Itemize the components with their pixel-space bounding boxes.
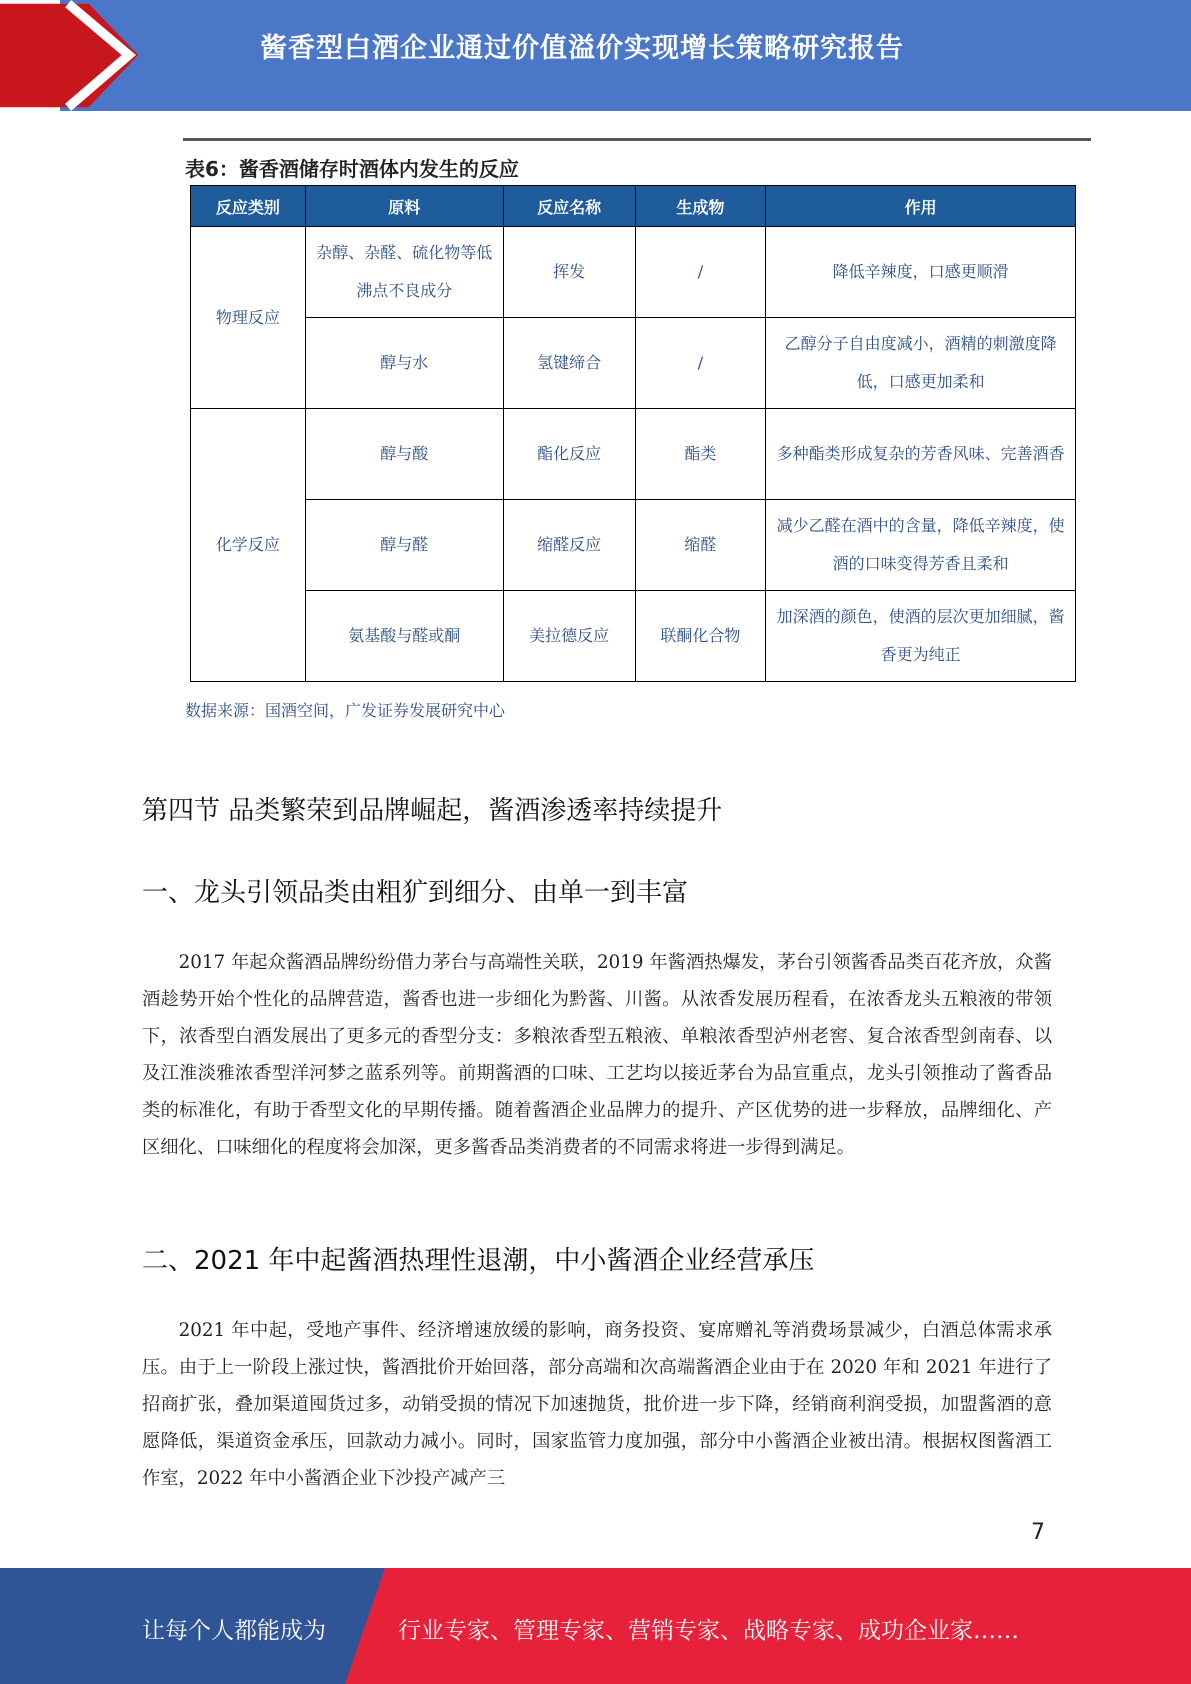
column-header: 生成物 bbox=[635, 186, 766, 227]
page-number: 7 bbox=[1031, 1520, 1045, 1545]
table-row bbox=[191, 591, 1076, 682]
reaction-name-cell: 氢键缔合 bbox=[503, 318, 635, 409]
reaction-table bbox=[190, 185, 1076, 682]
column-header: 作用 bbox=[766, 186, 1076, 227]
product-cell: 缩醛 bbox=[635, 500, 766, 591]
material-cell: 醇与醛 bbox=[305, 500, 503, 591]
body-paragraph: 2017 年起众酱酒品牌纷纷借力茅台与高端性关联，2019 年酱酒热爆发，茅台引领酱香品类百花齐放，众酱酒趁势开始个性化的品牌营造，酱香也进一步细化为黔酱、川酱。从浓香发展历程看，在浓香龙头五粮液的带领下，浓香型白酒发展出了更多元的香型分支：多粮浓香型五粮液、单粮浓香型泸州老窖、复合浓香型剑南春、以及江淮淡雅浓香型洋河梦之蓝系列等。前期酱酒的口味、工艺均以接近茅台为品宣重点，龙头引领推动了酱香品类的标准化，有助于香型文化的早期传播。随着酱酒企业品牌力的提升、产区优势的进一步释放，品牌细化、产区细化、口味细化的程度将会加深，更多酱香品类消费者的不同需求将进一步得到满足。 bbox=[142, 952, 1052, 1158]
category-cell: 化学反应 bbox=[191, 409, 306, 682]
effect-cell: 降低辛辣度，口感更顺滑 bbox=[766, 227, 1076, 318]
footer-slogan-left: 让每个人都能成为 bbox=[142, 1618, 326, 1644]
report-title: 酱香型白酒企业通过价值溢价实现增长策略研究报告 bbox=[260, 33, 904, 64]
effect-cell: 减少乙醛在酒中的含量，降低辛辣度，使酒的口味变得芳香且柔和 bbox=[766, 500, 1076, 591]
body-paragraph: 2021 年中起，受地产事件、经济增速放缓的影响，商务投资、宴席赠礼等消费场景减少，白酒总体需求承压。由于上一阶段上涨过快，酱酒批价开始回落，部分高端和次高端酱酒企业由于在 2020 年和 2021 年进行了招商扩张，叠加渠道囤货过多，动销受损的情况下加速抛货，批价进一步下降，经销商利润受损，加盟酱酒的意愿降低，渠道资金承压，回款动力减小。同时，国家监管力度加强，部分中小酱酒企业被出清。根据权图酱酒工作室，2022 年中小酱酒企业下沙投产减产三 bbox=[142, 1320, 1052, 1489]
table-row bbox=[191, 227, 1076, 318]
material-cell: 醇与水 bbox=[305, 318, 503, 409]
subsection-heading: 一、龙头引领品类由粗犷到细分、由单一到丰富 bbox=[142, 878, 689, 908]
caption-rule bbox=[183, 138, 1091, 141]
subsection-heading: 二、2021 年中起酱酒热理性退潮，中小酱酒企业经营承压 bbox=[142, 1246, 815, 1276]
material-cell: 醇与酸 bbox=[305, 409, 503, 500]
product-cell: / bbox=[635, 318, 766, 409]
material-cell: 杂醇、杂醛、硫化物等低沸点不良成分 bbox=[305, 227, 503, 318]
section-heading: 第四节 品类繁荣到品牌崛起，酱酒渗透率持续提升 bbox=[142, 796, 723, 826]
product-cell: 酯类 bbox=[635, 409, 766, 500]
table-row bbox=[191, 318, 1076, 409]
table-caption: 表6：酱香酒储存时酒体内发生的反应 bbox=[185, 157, 519, 181]
effect-cell: 乙醇分子自由度减小，酒精的刺激度降低，口感更加柔和 bbox=[766, 318, 1076, 409]
reaction-name-cell: 美拉德反应 bbox=[503, 591, 635, 682]
reaction-name-cell: 酯化反应 bbox=[503, 409, 635, 500]
column-header: 反应名称 bbox=[503, 186, 635, 227]
header-red-arrow bbox=[0, 0, 140, 111]
reaction-name-cell: 挥发 bbox=[503, 227, 635, 318]
footer-slogan-right: 行业专家、管理专家、营销专家、战略专家、成功企业家…… bbox=[398, 1618, 1019, 1644]
effect-cell: 多种酯类形成复杂的芳香风味、完善酒香 bbox=[766, 409, 1076, 500]
table-header-row bbox=[191, 186, 1076, 227]
table-source-note: 数据来源：国酒空间，广发证券发展研究中心 bbox=[185, 701, 506, 720]
product-cell: / bbox=[635, 227, 766, 318]
reaction-name-cell: 缩醛反应 bbox=[503, 500, 635, 591]
column-header: 原料 bbox=[305, 186, 503, 227]
product-cell: 联酮化合物 bbox=[635, 591, 766, 682]
table-row bbox=[191, 500, 1076, 591]
column-header: 反应类别 bbox=[191, 186, 306, 227]
effect-cell: 加深酒的颜色，使酒的层次更加细腻，酱香更为纯正 bbox=[766, 591, 1076, 682]
table-row bbox=[191, 409, 1076, 500]
category-cell: 物理反应 bbox=[191, 227, 306, 409]
material-cell: 氨基酸与醛或酮 bbox=[305, 591, 503, 682]
page-header bbox=[0, 0, 1191, 111]
